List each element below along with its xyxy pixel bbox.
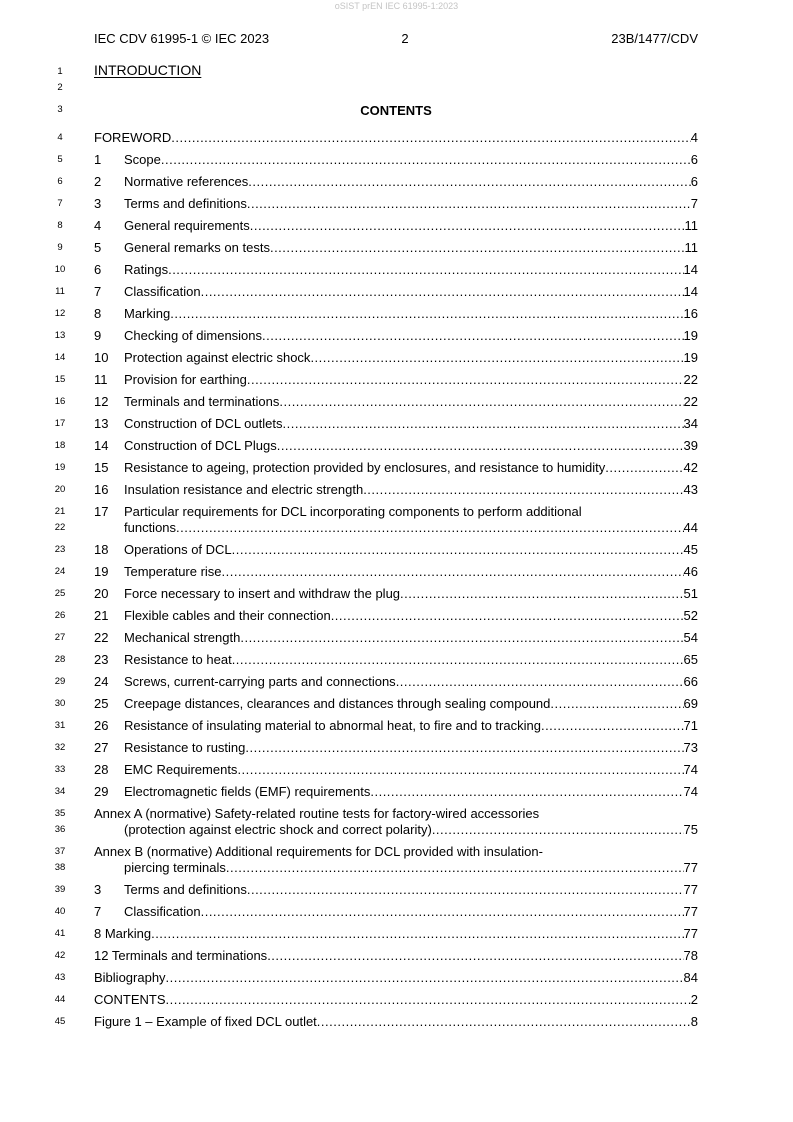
toc-entry-title: Checking of dimensions (124, 328, 263, 343)
toc-entry[interactable] (94, 784, 698, 800)
toc-entry-number: 7 (94, 904, 102, 919)
toc-entry[interactable] (94, 992, 698, 1008)
line-number: 26 (54, 610, 66, 621)
toc-dot-leader (370, 784, 683, 800)
toc-entry-number: 17 (94, 504, 109, 519)
toc-entry-number: 12 (94, 394, 109, 409)
toc-entry-page: 77 (683, 904, 698, 919)
toc-entry-title: 8 Marking (94, 926, 152, 941)
toc-dot-leader (262, 328, 684, 344)
line-number: 24 (54, 566, 66, 577)
toc-entry[interactable] (94, 350, 698, 366)
toc-entry-page: 54 (683, 630, 698, 645)
toc-entry-title: Figure 1 – Example of fixed DCL outlet (94, 1014, 317, 1029)
line-number: 5 (57, 154, 63, 165)
contents-title: CONTENTS (360, 103, 432, 118)
toc-entry-page: 71 (683, 718, 698, 733)
toc-entry-page: 11 (684, 240, 698, 255)
toc-entry-title: Construction of DCL outlets (124, 416, 283, 431)
toc-dot-leader (166, 992, 691, 1008)
toc-dot-leader (310, 350, 683, 366)
line-number: 43 (54, 972, 66, 983)
toc-dot-leader (363, 482, 683, 498)
line-number: 44 (54, 994, 66, 1005)
toc-entry-page: 44 (683, 520, 698, 535)
line-number: 40 (54, 906, 66, 917)
header-document-ref: 23B/1477/CDV (611, 31, 698, 46)
toc-dot-leader (240, 630, 683, 646)
toc-entry[interactable] (94, 904, 698, 920)
toc-entry-title: Screws, current-carrying parts and connections (124, 674, 396, 689)
toc-dot-leader (222, 564, 684, 580)
toc-entry-number: 21 (94, 608, 109, 623)
toc-entry-page: 6 (690, 152, 698, 167)
toc-dot-leader (226, 860, 684, 876)
toc-entry-number: 11 (94, 372, 108, 387)
toc-dot-leader (248, 174, 690, 190)
toc-entry-title: Ratings (124, 262, 169, 277)
toc-entry-number: 29 (94, 784, 109, 799)
toc-entry-title: Force necessary to insert and withdraw the plug (124, 586, 401, 601)
toc-entry-page: 43 (683, 482, 698, 497)
toc-entry-title: 12 Terminals and terminations (94, 948, 268, 963)
toc-entry-number: 4 (94, 218, 102, 233)
toc-entry-page: 78 (683, 948, 698, 963)
toc-entry-number: 20 (94, 586, 109, 601)
toc-entry-number: 27 (94, 740, 109, 755)
toc-entry-title: Terminals and terminations (124, 394, 280, 409)
toc-entry-title: piercing terminals (124, 860, 226, 875)
toc-entry-number: 6 (94, 262, 102, 277)
toc-dot-leader (247, 882, 684, 898)
toc-entry-number: 14 (94, 438, 109, 453)
toc-entry-title: Marking (124, 306, 171, 321)
toc-entry-number: 15 (94, 460, 109, 475)
toc-entry[interactable] (94, 438, 698, 454)
toc-entry-title: General remarks on tests (124, 240, 270, 255)
toc-entry-page: 77 (683, 926, 698, 941)
toc-entry-page: 66 (683, 674, 698, 689)
toc-entry-number: 28 (94, 762, 109, 777)
line-number: 33 (54, 764, 66, 775)
toc-entry-page: 34 (683, 416, 698, 431)
toc-entry-title-first-line: Annex A (normative) Safety-related routine tests for factory-wired accessories (94, 806, 540, 821)
line-number: 39 (54, 884, 66, 895)
toc-entry[interactable] (124, 860, 698, 876)
toc-dot-leader (550, 696, 683, 712)
toc-dot-leader (279, 394, 683, 410)
line-number: 31 (54, 720, 66, 731)
toc-entry-page: 14 (683, 262, 698, 277)
line-number: 8 (57, 220, 63, 231)
toc-entry[interactable] (94, 762, 698, 778)
toc-entry-page: 39 (683, 438, 698, 453)
line-number: 9 (57, 242, 63, 253)
line-number: 13 (54, 330, 66, 341)
line-number: 45 (54, 1016, 66, 1027)
toc-entry-title: Resistance to heat (124, 652, 232, 667)
line-number: 38 (54, 862, 66, 873)
toc-entry[interactable] (94, 372, 698, 388)
toc-entry-page: 2 (690, 992, 698, 1007)
toc-entry[interactable] (94, 696, 698, 712)
toc-dot-leader (166, 970, 684, 986)
toc-dot-leader (168, 262, 683, 278)
line-number: 15 (54, 374, 66, 385)
toc-dot-leader (432, 822, 684, 838)
toc-entry-number: 10 (94, 350, 109, 365)
toc-entry-title: General requirements (124, 218, 250, 233)
toc-entry-title: Mechanical strength (124, 630, 241, 645)
toc-dot-leader (247, 372, 684, 388)
toc-entry-title-line (94, 844, 543, 860)
line-number: 41 (54, 928, 66, 939)
toc-entry-number: 23 (94, 652, 109, 667)
toc-dot-leader (277, 438, 684, 454)
toc-dot-leader (171, 130, 690, 146)
toc-entry-number: 22 (94, 630, 109, 645)
toc-entry[interactable] (94, 542, 698, 558)
toc-entry-number: 24 (94, 674, 109, 689)
toc-entry-number: 8 (94, 306, 102, 321)
toc-entry[interactable] (94, 674, 698, 690)
toc-entry[interactable] (94, 240, 698, 256)
line-number: 27 (54, 632, 66, 643)
header-document-id: IEC CDV 61995-1 © IEC 2023 (94, 31, 270, 46)
line-number: 3 (57, 104, 63, 115)
toc-entry-title: Terms and definitions (124, 196, 247, 211)
toc-entry-page: 73 (683, 740, 698, 755)
line-number: 32 (54, 742, 66, 753)
toc-dot-leader (331, 608, 684, 624)
toc-entry[interactable] (94, 482, 698, 498)
toc-entry-title-line (94, 806, 539, 822)
toc-entry-title: Flexible cables and their connection (124, 608, 331, 623)
toc-entry-number: 16 (94, 482, 109, 497)
toc-dot-leader (282, 416, 683, 432)
toc-entry[interactable] (94, 630, 698, 646)
toc-entry[interactable] (94, 586, 698, 602)
toc-dot-leader (317, 1014, 691, 1030)
toc-dot-leader (151, 926, 683, 942)
toc-entry-page: 74 (683, 784, 698, 799)
toc-dot-leader (270, 240, 685, 256)
toc-entry-page: 42 (683, 460, 698, 475)
toc-entry[interactable] (94, 416, 698, 432)
toc-entry-page: 84 (683, 970, 698, 985)
toc-entry-page: 4 (690, 130, 698, 145)
toc-entry-page: 69 (683, 696, 698, 711)
toc-entry[interactable] (94, 740, 698, 756)
line-number: 20 (54, 484, 66, 495)
toc-entry-page: 6 (690, 174, 698, 189)
toc-entry-number: 13 (94, 416, 109, 431)
line-number: 12 (54, 308, 66, 319)
line-number: 25 (54, 588, 66, 599)
toc-entry[interactable] (94, 394, 698, 410)
toc-entry-number: 19 (94, 564, 109, 579)
line-number: 11 (55, 286, 65, 297)
toc-entry-number: 3 (94, 882, 102, 897)
toc-entry-number: 2 (94, 174, 102, 189)
toc-entry-title: Provision for earthing (124, 372, 247, 387)
toc-entry[interactable] (94, 564, 698, 580)
toc-entry-page: 16 (683, 306, 698, 321)
toc-entry-title: Classification (124, 904, 201, 919)
toc-entry-page: 52 (683, 608, 698, 623)
toc-entry-page: 45 (683, 542, 698, 557)
toc-entry-title: FOREWORD (94, 130, 172, 145)
line-number: 34 (54, 786, 66, 797)
toc-entry-title: CONTENTS (94, 992, 166, 1007)
toc-entry-title: Bibliography (94, 970, 166, 985)
toc-entry-page: 46 (683, 564, 698, 579)
toc-dot-leader (161, 152, 691, 168)
toc-entry[interactable] (94, 218, 698, 234)
toc-entry-title-line (94, 504, 582, 520)
toc-dot-leader (245, 740, 683, 756)
line-number: 7 (57, 198, 63, 209)
toc-entry[interactable] (94, 130, 698, 146)
toc-dot-leader (250, 218, 685, 234)
toc-entry-page: 14 (683, 284, 698, 299)
toc-entry-title: Resistance to rusting (124, 740, 246, 755)
line-number: 16 (54, 396, 66, 407)
toc-dot-leader (201, 904, 684, 920)
line-number: 21 (54, 506, 66, 517)
toc-entry-page: 65 (683, 652, 698, 667)
toc-entry[interactable] (94, 174, 698, 190)
toc-entry[interactable] (94, 284, 698, 300)
toc-dot-leader (201, 284, 684, 300)
line-number: 2 (57, 82, 63, 93)
toc-entry-page: 74 (683, 762, 698, 777)
toc-entry[interactable] (94, 608, 698, 624)
toc-entry-title: Operations of DCL (124, 542, 232, 557)
line-number: 23 (54, 544, 66, 555)
line-number: 14 (54, 352, 66, 363)
toc-entry-page: 19 (683, 350, 698, 365)
toc-dot-leader (232, 542, 684, 558)
toc-entry-page: 8 (690, 1014, 698, 1029)
line-number: 17 (54, 418, 66, 429)
toc-entry[interactable] (94, 152, 698, 168)
toc-entry[interactable] (94, 882, 698, 898)
toc-entry-page: 22 (683, 394, 698, 409)
toc-entry-title: (protection against electric shock and correct polarity) (124, 822, 432, 837)
toc-entry[interactable] (94, 460, 698, 476)
toc-entry-title: Protection against electric shock (124, 350, 311, 365)
line-number: 4 (57, 132, 63, 143)
toc-dot-leader (605, 460, 683, 476)
toc-entry-title: Terms and definitions (124, 882, 247, 897)
toc-entry[interactable] (94, 196, 698, 212)
line-number: 29 (54, 676, 66, 687)
toc-dot-leader (176, 520, 683, 536)
toc-dot-leader (541, 718, 684, 734)
toc-entry[interactable] (94, 652, 698, 668)
line-number: 36 (54, 824, 66, 835)
toc-entry-title: Temperature rise (124, 564, 222, 579)
toc-entry-number: 1 (94, 152, 102, 167)
line-number: 6 (57, 176, 63, 187)
line-number: 28 (54, 654, 66, 665)
introduction-heading[interactable]: INTRODUCTION (94, 62, 202, 78)
toc-entry-page: 19 (683, 328, 698, 343)
line-number: 22 (54, 522, 66, 533)
toc-entry[interactable] (94, 970, 698, 986)
toc-dot-leader (267, 948, 683, 964)
toc-entry-title-first-line: Annex B (normative) Additional requirements for DCL provided with insulation- (94, 844, 543, 859)
toc-entry-number: 9 (94, 328, 102, 343)
toc-entry[interactable] (94, 1014, 698, 1030)
toc-entry-title: Resistance of insulating material to abnormal heat, to fire and to tracking (124, 718, 541, 733)
toc-dot-leader (170, 306, 683, 322)
toc-entry-number: 25 (94, 696, 109, 711)
toc-entry[interactable] (94, 718, 698, 734)
toc-entry-title: functions (124, 520, 177, 535)
line-number: 42 (54, 950, 66, 961)
toc-entry-page: 11 (684, 218, 698, 233)
line-number: 37 (54, 846, 66, 857)
line-number: 19 (54, 462, 66, 473)
toc-entry[interactable] (124, 520, 698, 536)
toc-entry-title: Normative references (124, 174, 249, 189)
toc-entry-number: 5 (94, 240, 102, 255)
toc-entry[interactable] (124, 822, 698, 838)
toc-entry-title: Classification (124, 284, 201, 299)
toc-entry[interactable] (94, 926, 698, 942)
line-number: 10 (54, 264, 66, 275)
toc-entry-page: 51 (683, 586, 698, 601)
toc-entry-title: Insulation resistance and electric strength (124, 482, 364, 497)
toc-dot-leader (237, 762, 683, 778)
toc-entry-page: 75 (683, 822, 698, 837)
toc-entry-title: Creepage distances, clearances and distances through sealing compound (124, 696, 551, 711)
toc-entry[interactable] (94, 328, 698, 344)
toc-entry-title: Construction of DCL Plugs (124, 438, 277, 453)
header-page-number: 2 (401, 31, 409, 46)
toc-entry-title: EMC Requirements (124, 762, 238, 777)
line-number: 35 (54, 808, 66, 819)
watermark: oSIST prEN IEC 61995-1:2023 (334, 1, 459, 11)
toc-dot-leader (396, 674, 684, 690)
toc-entry-number: 7 (94, 284, 102, 299)
toc-entry-title: Resistance to ageing, protection provided by enclosures, and resistance to humidity (124, 460, 606, 475)
line-number: 30 (54, 698, 66, 709)
toc-entry[interactable] (94, 262, 698, 278)
toc-entry-title: Electromagnetic fields (EMF) requirements (124, 784, 371, 799)
toc-dot-leader (232, 652, 684, 668)
toc-entry-page: 77 (683, 882, 698, 897)
toc-entry-number: 26 (94, 718, 109, 733)
toc-entry-page: 22 (683, 372, 698, 387)
toc-entry-number: 18 (94, 542, 109, 557)
toc-entry[interactable] (94, 306, 698, 322)
toc-entry-number: 3 (94, 196, 102, 211)
line-number: 1 (57, 66, 63, 77)
toc-entry-title: Scope (124, 152, 161, 167)
toc-dot-leader (247, 196, 691, 212)
toc-entry[interactable] (94, 948, 698, 964)
toc-dot-leader (400, 586, 684, 602)
toc-entry-page: 77 (683, 860, 698, 875)
toc-entry-page: 7 (690, 196, 698, 211)
toc-entry-title-first-line: Particular requirements for DCL incorporating components to perform additional (124, 504, 582, 519)
line-number: 18 (54, 440, 66, 451)
